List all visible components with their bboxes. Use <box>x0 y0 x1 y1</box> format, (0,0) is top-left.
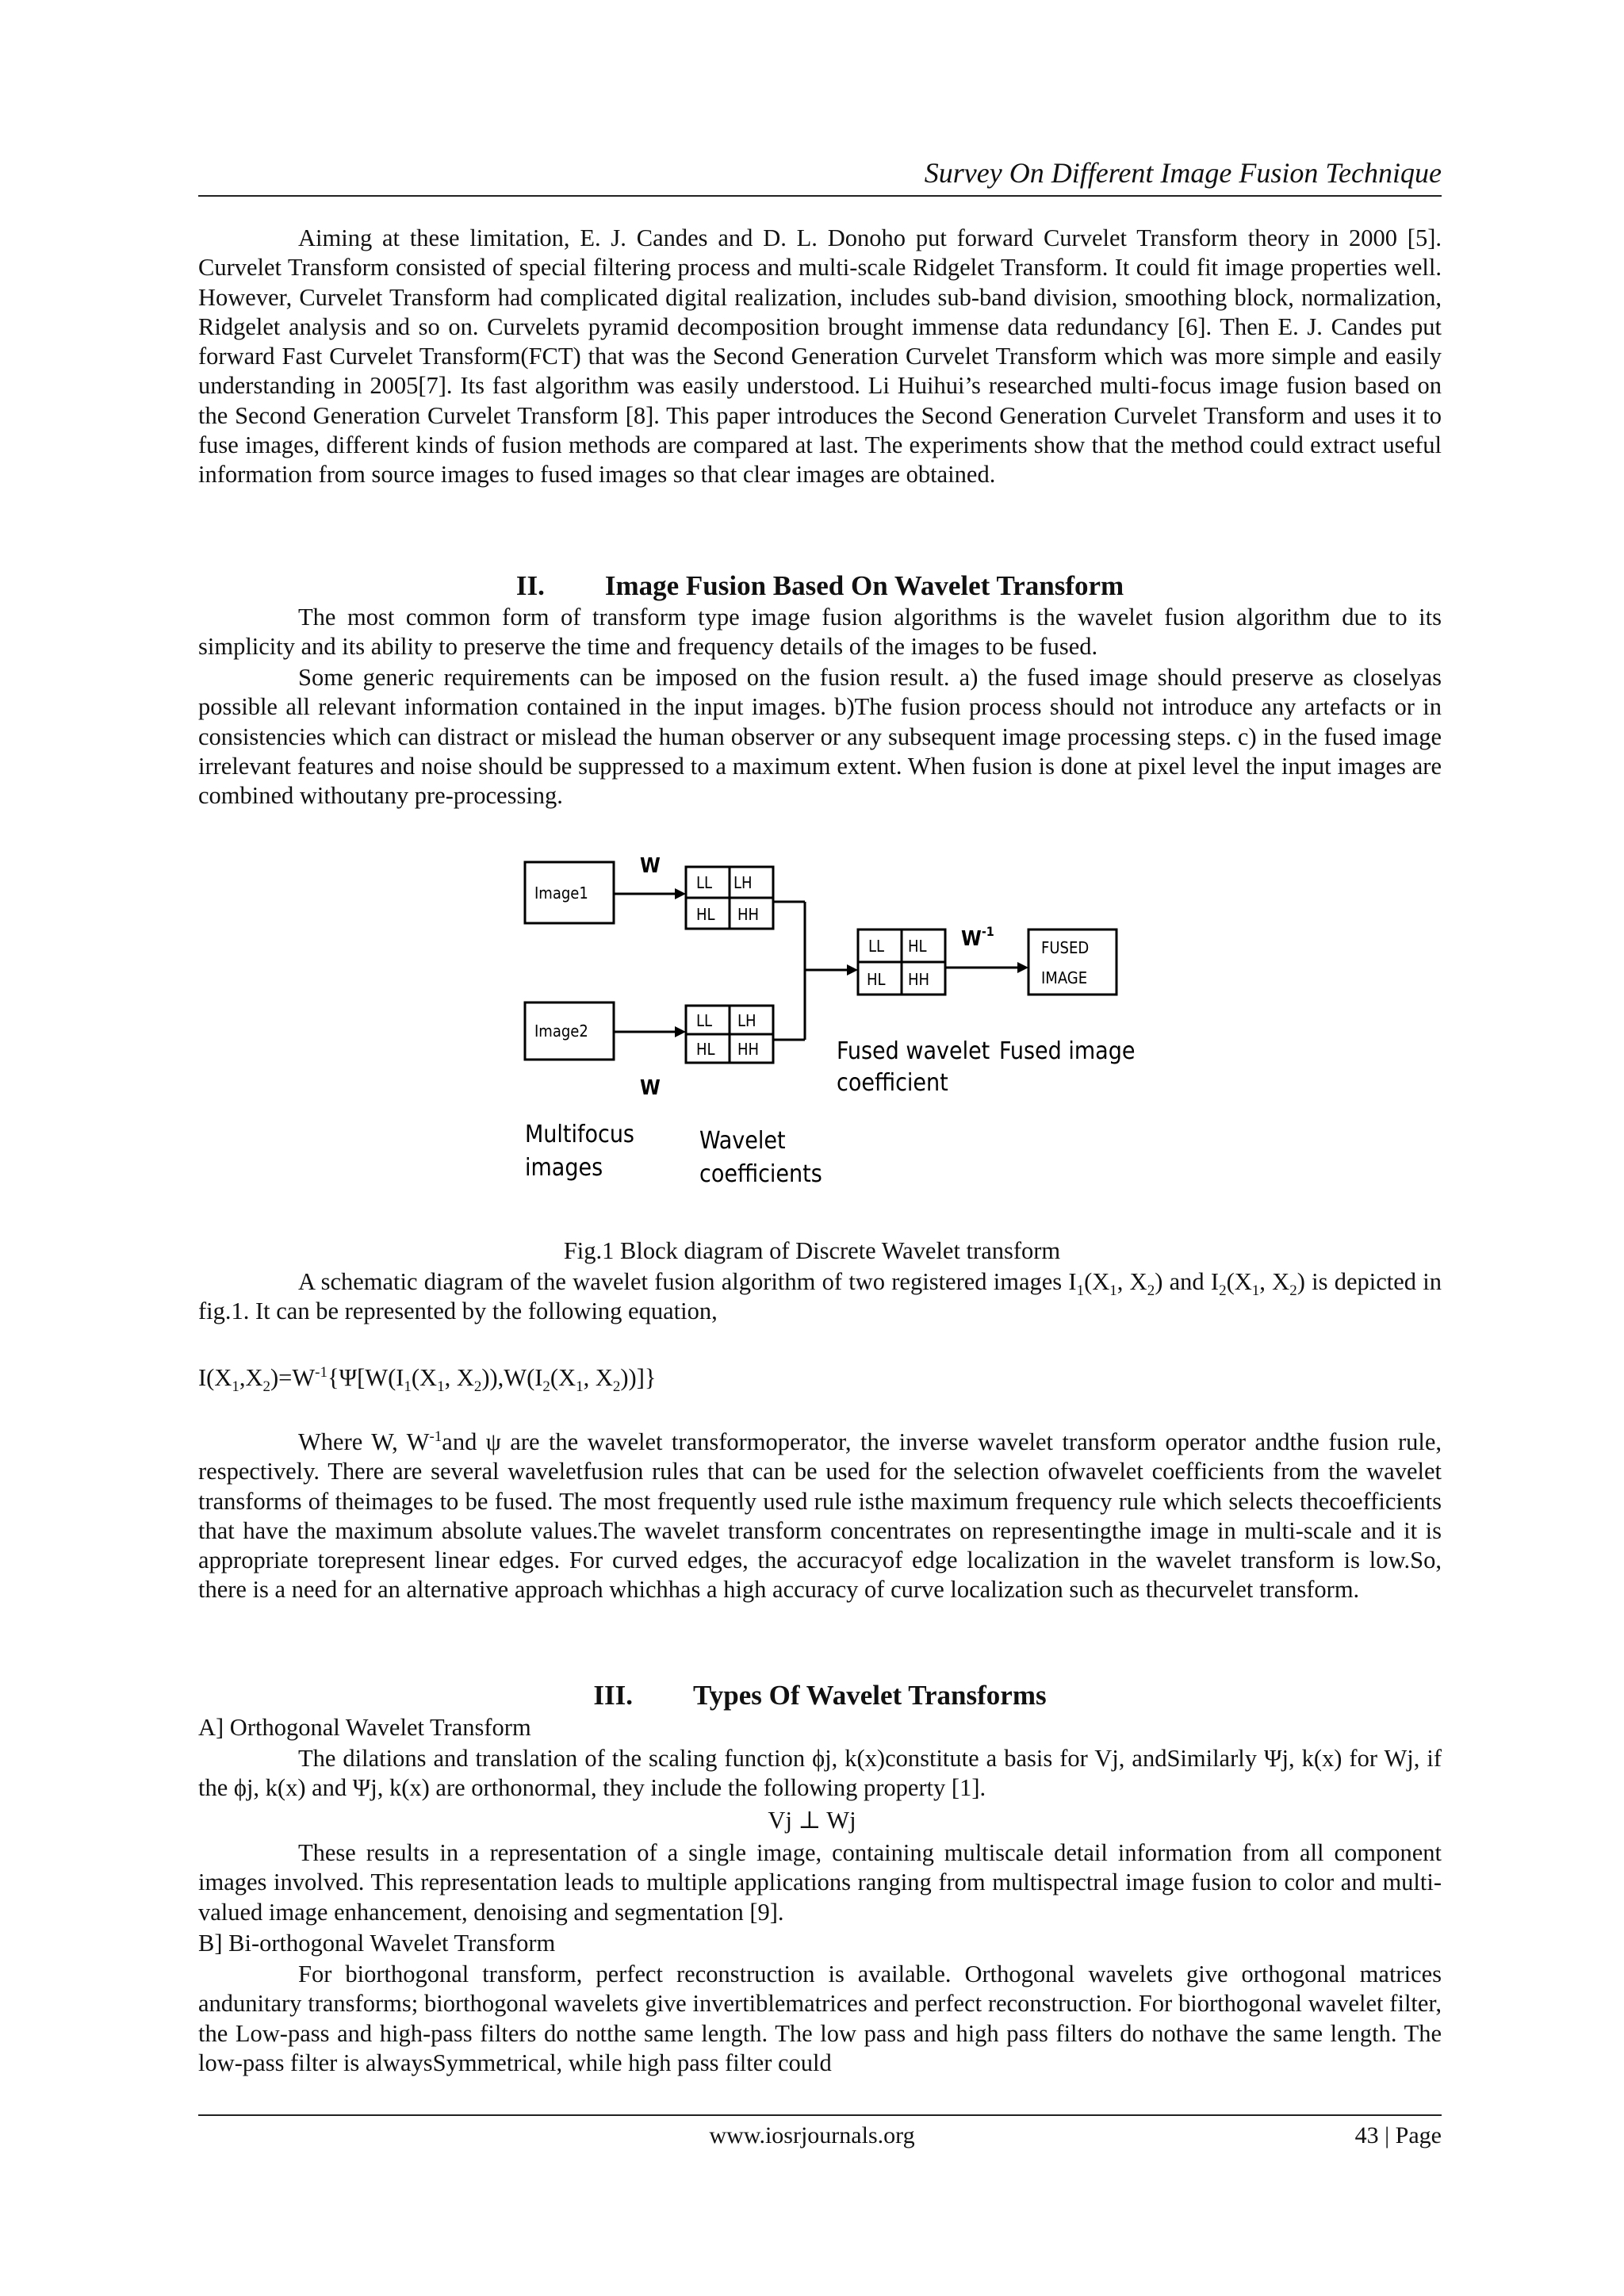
fusion-equation: $I(X_1,X_2)=W^{-1}\{\Psi[W(I_1(X_1$, $X_2)),W(I_2(X_1$, $X_2$))]} <box>198 1363 657 1396</box>
p3-text: A schematic diagram of the wavelet fusion algorithm of two registered images I <box>298 1268 1077 1295</box>
fused-coeff-label-2: coefficient <box>837 1069 948 1097</box>
grid1-hl: HL <box>696 905 715 924</box>
grid2-hl: HL <box>696 1040 715 1059</box>
arrow-to-fused-coeff <box>847 964 858 976</box>
section-2-paragraph-3: A schematic diagram of the wavelet fusion algorithm of two registered images $I_1(X_1$, $X_2$) and $I_2(X_1$, $X_2$) is depicted in fig.1. It can be represented by the following equation, <box>198 1268 1442 1325</box>
fused-grid-ll: LL <box>868 937 885 956</box>
w-inverse-label <box>961 924 994 951</box>
multifocus-label-1: Multifocus <box>525 1121 634 1148</box>
footer-rule <box>198 2114 1442 2116</box>
grid1-lh: LH <box>733 873 753 892</box>
multifocus-label-2: images <box>525 1154 603 1182</box>
section-3-number: III. <box>593 1680 634 1711</box>
fused-box-line2: IMAGE <box>1041 968 1088 987</box>
intro-paragraph: Aiming at these limitation, E. J. Candes and D. L. Donoho put forward Curvelet Transform theory in 2000 [5]. Curvelet Transform consisted of special filtering process and multi-scale Ridgelet Transform. It could fit image properties well. However, Curvelet Transform had complicated digital realization, includes sub-band division, smoothing block, normalization, Ridgelet analysis and so on. Curvelets pyramid decomposition brought immense data redundancy [6]. Then E. J. Candes put forward Fast Curvelet Transform(FCT) that was the Second Generation Curvelet Transform which was more simple and easily understanding in 2005[7]. Its fast algorithm was easily understood. Li Huihui’s researched multi-focus image fusion based on the Second Generation Curvelet Transform [8]. This paper introduces the Second Generation Curvelet Transform and uses it to fuse images, different kinds of fusion methods are compared at last. The experiments show that the method could extract useful information from source images to fused images so that clear images are obtained. <box>198 224 1442 489</box>
eq-tail: {Ψ[W(I <box>327 1364 404 1391</box>
fused-grid-hh: HH <box>908 970 930 989</box>
section-2-paragraph-4: Where W, $W^{-1}and$ ψ are the wavelet transformoperator, the inverse wavelet transform operator andthe fusion rule, respectively. There are several waveletfusion rules that can be used for the selection ofwavelet coefficients from the wavelet transforms of theimages to be fused. The most frequently used rule isthe maximum frequency rule which selects thecoefficients that have the maximum absolute values.The wavelet transform concentrates on representingthe image in multi-scale and it is appropriate torepresent linear edges. For curved edges, the accuracyof edge localization in the wavelet transform is low.So, there is a need for an alternative approach whichhas a high accuracy of curve localization such as thecurvelet transform. <box>198 1428 1442 1604</box>
section-2-paragraph-1: The most common form of transform type image fusion algorithms is the wavelet fusion algorithm due to its simplicity and its ability to preserve the time and frequency details of the images to be fused. <box>198 604 1442 661</box>
header-rule <box>198 195 1442 197</box>
grid2-ll: LL <box>696 1011 713 1030</box>
fused-box-line1: FUSED <box>1041 938 1090 957</box>
section-3a-paragraph-2: These results in a representation of a single image, containing multiscale detail information from all component images involved. This representation leads to multiple applications ranging from multispectral image fusion to color and multi-valued image enhancement, denoising and segmentation [9]. <box>198 1839 1442 1926</box>
section-3-heading <box>198 1679 1442 1712</box>
wavelet-label-2: coefficients <box>699 1160 822 1188</box>
section-2-title: Image Fusion Based On Wavelet Transform <box>604 570 1124 601</box>
arrow-image1-to-coeff <box>675 888 686 899</box>
figure-caption: Fig.1 Block diagram of Discrete Wavelet transform <box>563 1237 1061 1264</box>
grid2-hh: HH <box>737 1040 760 1059</box>
arrow-image2-to-coeff <box>675 1026 686 1037</box>
section-3b-paragraph-1: For biorthogonal transform, perfect reconstruction is available. Orthogonal wavelets give orthogonal matrices andunitary transforms; biorthogonal wavelets give invertiblematrices and perfect reconstruction. For biorthogonal wavelet filter, the Low-pass and high-pass filters do notthe same length. The low pass and high pass filters do nothave the same length. The low-pass filter is alwaysSymmetrical, while high pass filter could <box>198 1961 1442 2076</box>
w-label-bottom: W <box>640 1076 661 1100</box>
section-3-title: Types Of Wavelet Transforms <box>693 1680 1047 1711</box>
section-2-heading <box>198 569 1442 603</box>
footer-url[interactable]: www.iosrjournals.org <box>709 2122 915 2148</box>
fused-grid-hl-2: HL <box>867 970 886 989</box>
orthogonality-formula: Vj ⊥ Wj <box>768 1807 856 1834</box>
subsection-b-heading: B] Bi-orthogonal Wavelet Transform <box>198 1930 556 1957</box>
footer-page-number: 43 | Page <box>1354 2122 1442 2148</box>
p3-end: is depicted in fig.1. It can be represented by the following equation, <box>198 1268 1442 1325</box>
wavelet-block-diagram <box>515 849 1142 1205</box>
where-start: Where W, W <box>298 1428 430 1455</box>
where-rest: and ψ are the wavelet transformoperator, the inverse wavelet transform operator andthe fusion rule, respectively. There are several waveletfusion rules that can be used for the selection ofwavelet coefficients from the wavelet transforms of theimages to be fused. The most frequently used rule isthe maximum frequency rule which selects thecoefficients that have the maximum absolute values.The wavelet transform concentrates on representingthe image in multi-scale and it is appropriate torepresent linear edges. For curved edges, the accuracyof edge localization in the wavelet transform is low.So, there is a need for an alternative approach whichhas a high accuracy of curve localization such as thecurvelet transform. <box>198 1428 1442 1604</box>
fused-coeff-label-1: Fused wavelet <box>837 1037 990 1065</box>
arrow-to-fused-image <box>1017 962 1028 973</box>
grid1-hh: HH <box>737 905 760 924</box>
section-2-paragraph-2: Some generic requirements can be imposed on the fusion result. a) the fused image should preserve as closelyas possible all relevant information contained in the input images. b)The fusion process should not introduce any artefacts or in consistencies which can distract or mislead the human observer or any subsequent image processing steps. c) in the fused image irrelevant features and noise should be suppressed to a maximum extent. When fusion is done at pixel level the input images are combined withoutany pre-processing. <box>198 664 1442 810</box>
grid1-ll: LL <box>696 873 713 892</box>
w-inverse-sup: -1 <box>981 924 994 939</box>
fused-grid-hl: HL <box>908 937 927 956</box>
fused-image-label: Fused image <box>999 1037 1136 1065</box>
section-2-number: II. <box>515 570 545 601</box>
section-3a-paragraph-1: The dilations and translation of the scaling function ϕj, k(x)constitute a basis for Vj, andSimilarly Ψj, k(x) for Wj, if the ϕj, k(x) and Ψj, k(x) are orthonormal, they include the following property [1]. <box>198 1745 1442 1802</box>
running-title: Survey On Different Image Fusion Technique <box>924 157 1442 189</box>
subsection-a-heading: A] Orthogonal Wavelet Transform <box>198 1714 531 1741</box>
image1-label: Image1 <box>534 884 588 903</box>
w-inverse-base: W <box>961 927 982 951</box>
image2-label: Image2 <box>534 1022 588 1041</box>
w-label-top: W <box>640 854 661 878</box>
wavelet-label-1: Wavelet <box>699 1127 786 1155</box>
grid2-lh: LH <box>737 1011 756 1030</box>
eq-start: I(X <box>198 1364 232 1391</box>
